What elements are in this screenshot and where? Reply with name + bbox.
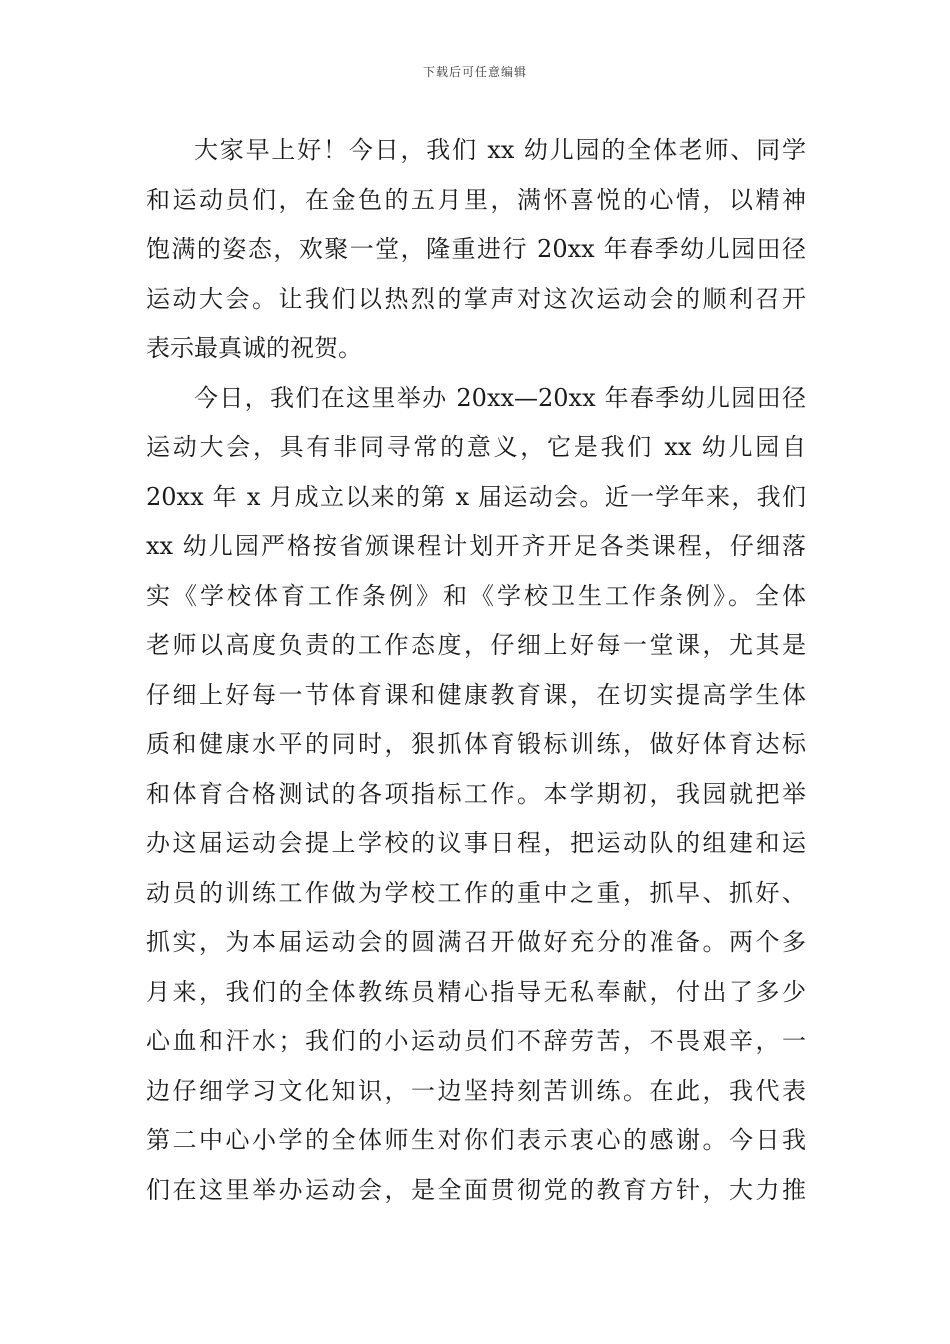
paragraph-2-line-3: 20xx 年 x 月成立以来的第 x 届运动会。近一学年来，我们 [146,482,806,511]
page-header: 下载后可任意编辑 [422,65,527,79]
paragraph-1-line-3: 饱满的姿态，欢聚一堂，隆重进行 20xx 年春季幼儿园田径 [146,235,806,263]
paragraph-2-line-1: 今日，我们在这里举办 20xx—20xx 年春季幼儿园田径 [194,383,806,412]
paragraph-2-line-13: 月来，我们的全体教练员精心指导无私奉献，付出了多少 [146,977,806,1006]
paragraph-2-line-4: xx 幼儿园严格按省颁课程计划开齐开足各类课程，仔细落 [146,532,806,560]
paragraph-1-line-5: 表示最真诚的祝贺。 [146,334,362,362]
paragraph-2-line-17: 们在这里举办运动会，是全面贯彻党的教育方针，大力推 [146,1175,806,1204]
paragraph-2-line-12: 抓实，为本届运动会的圆满召开做好充分的准备。两个多 [146,928,806,956]
paragraph-2-line-5: 实《学校体育工作条例》和《学校卫生工作条例》。全体 [146,581,806,610]
paragraph-2-line-6: 老师以高度负责的工作态度，仔细上好每一堂课，尤其是 [146,631,806,659]
paragraph-2-line-2: 运动大会，具有非同寻常的意义，它是我们 xx 幼儿园自 [146,433,806,461]
body-text [146,126,806,1215]
paragraph-2-line-14: 心血和汗水；我们的小运动员们不辞劳苦，不畏艰辛，一 [146,1027,806,1055]
paragraph-2-line-11: 动员的训练工作做为学校工作的重中之重，抓早、抓好、 [146,878,806,907]
paragraph-2-line-15: 边仔细学习文化知识，一边坚持刻苦训练。在此，我代表 [146,1076,806,1105]
paragraph-2-line-8: 质和健康水平的同时，狠抓体育锻标训练，做好体育达标 [146,730,806,758]
paragraph-1-line-1: 大家早上好！今日，我们 xx 幼儿园的全体老师、同学 [194,136,806,164]
paragraph-2-line-16: 第二中心小学的全体师生对你们表示衷心的感谢。今日我 [146,1126,806,1154]
paragraph-2-line-10: 办这届运动会提上学校的议事日程，把运动队的组建和运 [146,829,806,857]
paragraph-2-line-7: 仔细上好每一节体育课和健康教育课，在切实提高学生体 [146,680,806,709]
paragraph-1-line-2: 和运动员们，在金色的五月里，满怀喜悦的心情，以精神 [146,185,806,214]
paragraph-1-line-4: 运动大会。让我们以热烈的掌声对这次运动会的顺利召开 [146,284,806,313]
paragraph-2-line-9: 和体育合格测试的各项指标工作。本学期初，我园就把举 [146,779,806,808]
